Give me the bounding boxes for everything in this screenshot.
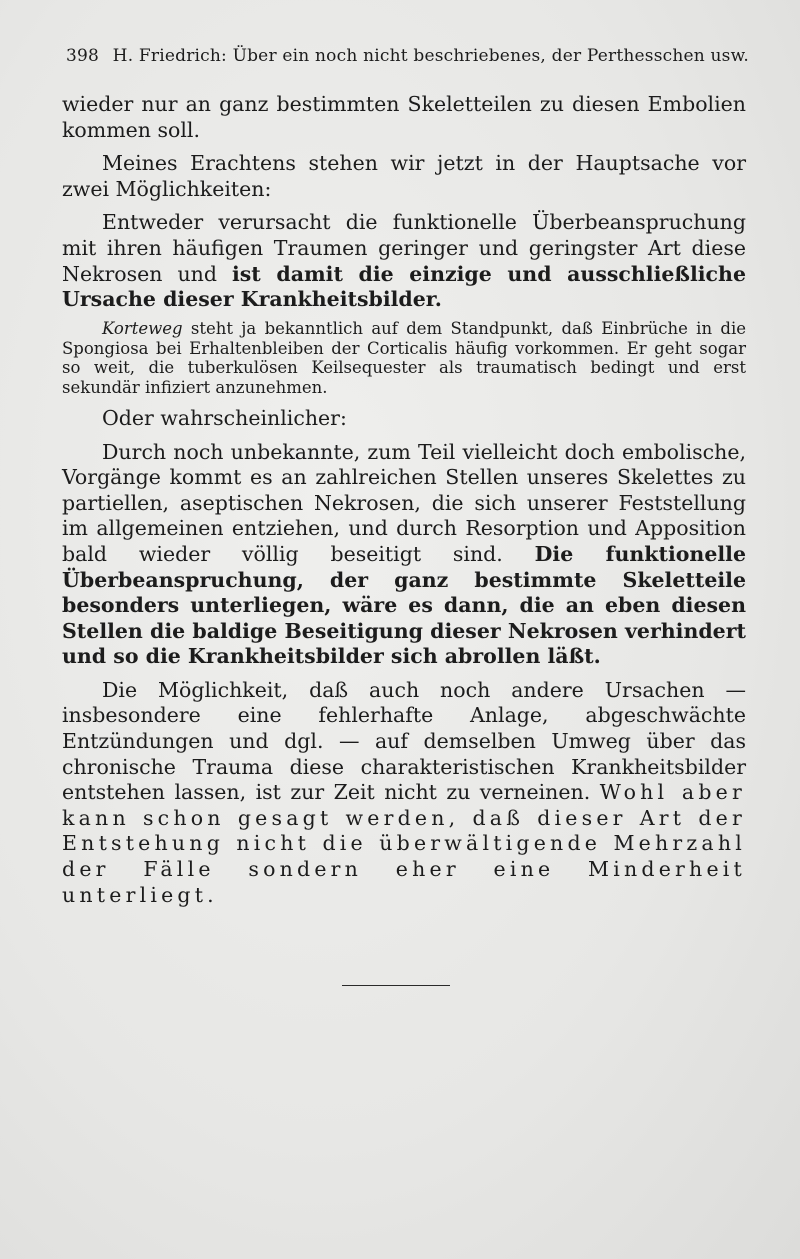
running-header xyxy=(66,46,756,66)
note-author: Korteweg xyxy=(102,318,183,338)
note-text: steht ja bekanntlich auf dem Standpunkt, daß Einbrüche in die Spongiosa bei Erhaltenbleiben der Corticalis häufig vorkommen. Er geht sogar so weit, die tuberkulösen Keilsequester als traumatisch bedingt und erst sekundär infiziert anzunehmen. xyxy=(62,318,746,398)
paragraph-second-possibility xyxy=(62,440,746,670)
second-possibility-emphasis: Die funktionelle Überbeanspruchung, der ganz bestimmte Skeletteile besonders unterliegen, wäre es dann, die an eben diesen Stellen die baldige Beseitigung dieser Nekrosen verhindert und so die Krankheitsbilder sich abrollen läßt. xyxy=(62,541,746,669)
paragraph-first-possibility xyxy=(62,210,746,312)
running-title: H. Friedrich: Über ein noch nicht beschriebenes, der Perthesschen usw. xyxy=(112,46,749,66)
paragraph-two-possibilities: Meines Erachtens stehen wir jetzt in der Hauptsache vor zwei Möglichkeiten: xyxy=(62,151,746,201)
paragraph-other-causes xyxy=(62,678,746,908)
other-causes-text: Die Möglichkeit, daß auch noch andere Ursachen — insbesondere eine fehlerhafte Anlage, abgeschwächte Entzündungen und dgl. — auf demselben Umweg über das chronische Trauma diese charakteristischen Krankheitsbilder entstehen lassen, ist zur Zeit nicht zu verneinen. xyxy=(62,677,746,805)
section-end-rule xyxy=(342,985,450,986)
other-causes-spaced-emphasis: Wohl aber kann schon gesagt werden, daß dieser Art der Entstehung nicht die überwältigende Mehrzahl der Fälle sondern eher eine Minderheit unterliegt. xyxy=(62,780,747,907)
page-number: 398 xyxy=(66,46,100,66)
first-possibility-emphasis: ist damit die einzige und ausschließliche Ursache dieser Krankheitsbilder. xyxy=(62,261,746,312)
second-possibility-text: Durch noch unbekannte, zum Teil vielleicht doch embolische, Vorgänge kommt es an zahlreichen Stellen unseres Skelettes zu partiellen, aseptischen Nekrosen, die sich unserer Feststellung im allgemeinen entziehen, und durch Resorption und Apposition bald wieder völlig beseitigt sind. xyxy=(62,439,746,566)
paragraph-continuation: wieder nur an ganz bestimmten Skeletteilen zu diesen Embolien kommen soll. xyxy=(62,92,746,142)
body-text xyxy=(62,92,746,908)
first-possibility-text: Entweder verursacht die funktionelle Überbeanspruchung mit ihren häufigen Traumen geringer und geringster Art diese Nekrosen und xyxy=(62,210,746,286)
note-korteweg xyxy=(62,319,746,398)
paragraph-alternative-intro: Oder wahrscheinlicher: xyxy=(102,405,347,430)
